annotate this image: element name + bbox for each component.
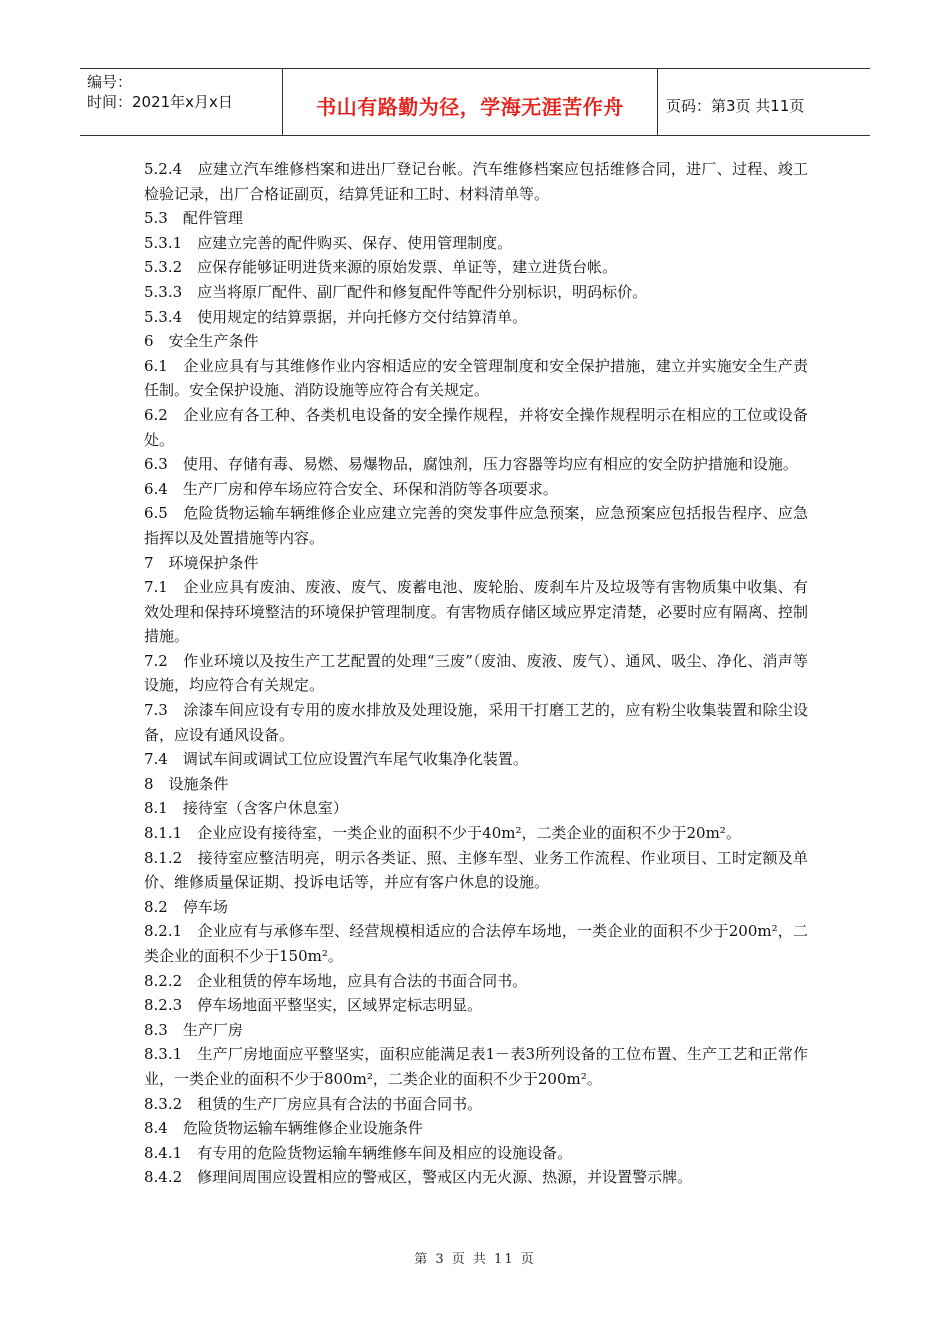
body-paragraph: 8.1 接待室（含客户休息室） — [144, 799, 348, 818]
body-paragraph: 8.1.1 企业应设有接待室，一类企业的面积不少于40m²，二类企业的面积不少于20m²。 — [144, 824, 741, 843]
header-meta-cell — [80, 69, 283, 135]
body-paragraph: 6.1 企业应具有与其维修作业内容相适应的安全管理制度和安全保护措施，建立并实施安全生产责任制。安全保护设施、消防设施等应符合有关规定。 — [144, 356, 808, 400]
page-footer: 第 3 页 共 11 页 — [414, 1252, 536, 1267]
body-paragraph: 6.4 生产厂房和停车场应符合安全、环保和消防等各项要求。 — [144, 479, 558, 498]
body-paragraph: 8.3 生产厂房 — [144, 1020, 243, 1039]
body-paragraph: 6 安全生产条件 — [144, 332, 259, 351]
body-paragraph: 6.2 企业应有各工种、各类机电设备的安全操作规程，并将安全操作规程明示在相应的工位或设备处。 — [144, 405, 808, 449]
header-motto: 书山有路勤为径，学海无涯苦作舟 — [283, 69, 658, 135]
body-paragraph: 5.2.4 应建立汽车维修档案和进出厂登记台帐。汽车维修档案应包括维修合同，进厂、过程、竣工检验记录，出厂合格证副页，结算凭证和工时、材料清单等。 — [144, 160, 808, 203]
body-paragraph: 7.1 企业应具有废油、废液、废气、废蓄电池、废轮胎、废刹车片及垃圾等有害物质集中收集、有效处理和保持环境整洁的环境保护管理制度。有害物质存储区域应界定清楚，必要时应有隔离、控制措施。 — [144, 578, 808, 646]
body-paragraph: 5.3.4 使用规定的结算票据，并向托修方交付结算清单。 — [144, 307, 528, 326]
body-paragraph: 8 设施条件 — [144, 774, 229, 793]
body-paragraph: 8.2.2 企业租赁的停车场地，应具有合法的书面合同书。 — [144, 971, 528, 990]
body-paragraph: 5.3.3 应当将原厂配件、副厂配件和修复配件等配件分别标识，明码标价。 — [144, 282, 648, 301]
body-paragraph: 5.3.1 应建立完善的配件购买、保存、使用管理制度。 — [144, 233, 513, 252]
body-paragraph: 7.2 作业环境以及按生产工艺配置的处理“三废”（废油、废液、废气）、通风、吸尘、净化、消声等设施，均应符合有关规定。 — [144, 651, 808, 695]
body-paragraph: 7.3 涂漆车间应设有专用的废水排放及处理设施，采用干打磨工艺的，应有粉尘收集装置和除尘设备，应设有通风设备。 — [144, 701, 808, 744]
body-paragraph: 8.4.2 修理间周围应设置相应的警戒区，警戒区内无火源、热源，并设置警示牌。 — [144, 1168, 693, 1187]
body-paragraph: 8.2.3 停车场地面平整坚实，区域界定标志明显。 — [144, 996, 483, 1015]
page-header — [80, 68, 870, 136]
body-paragraph: 8.2.1 企业应有与承修车型、经营规模相适应的合法停车场地，一类企业的面积不少于200m²，二类企业的面积不少于150m²。 — [144, 922, 808, 965]
body-paragraph: 8.3.2 租赁的生产厂房应具有合法的书面合同书。 — [144, 1094, 483, 1113]
body-paragraph: 6.3 使用、存储有毒、易燃、易爆物品，腐蚀剂，压力容器等均应有相应的安全防护措施和设施。 — [144, 455, 798, 474]
document-number-label: 编号： — [87, 73, 133, 91]
document-body — [144, 157, 808, 1190]
header-page-number: 页码：第3页 共11页 — [666, 96, 805, 115]
body-paragraph: 7 环境保护条件 — [144, 553, 259, 572]
document-date-label: 时间：2021年x月x日 — [87, 93, 233, 111]
body-paragraph: 6.5 危险货物运输车辆维修企业应建立完善的突发事件应急预案，应急预案应包括报告程序、应急指挥以及处置措施等内容。 — [144, 504, 808, 547]
body-paragraph: 8.1.2 接待室应整洁明亮，明示各类证、照、主修车型、业务工作流程、作业项目、工时定额及单价、维修质量保证期、投诉电话等，并应有客户休息的设施。 — [144, 848, 808, 892]
body-paragraph: 8.4 危险货物运输车辆维修企业设施条件 — [144, 1119, 423, 1138]
body-paragraph: 8.3.1 生产厂房地面应平整坚实，面积应能满足表1－表3所列设备的工位布置、生产工艺和正常作业，一类企业的面积不少于800m²，二类企业的面积不少于200m²。 — [144, 1045, 808, 1088]
body-paragraph: 5.3 配件管理 — [144, 209, 243, 228]
body-paragraph: 5.3.2 应保存能够证明进货来源的原始发票、单证等，建立进货台帐。 — [144, 258, 618, 277]
body-paragraph: 7.4 调试车间或调试工位应设置汽车尾气收集净化装置。 — [144, 750, 528, 769]
body-paragraph: 8.4.1 有专用的危险货物运输车辆维修车间及相应的设施设备。 — [144, 1143, 573, 1162]
body-paragraph: 8.2 停车场 — [144, 897, 228, 916]
